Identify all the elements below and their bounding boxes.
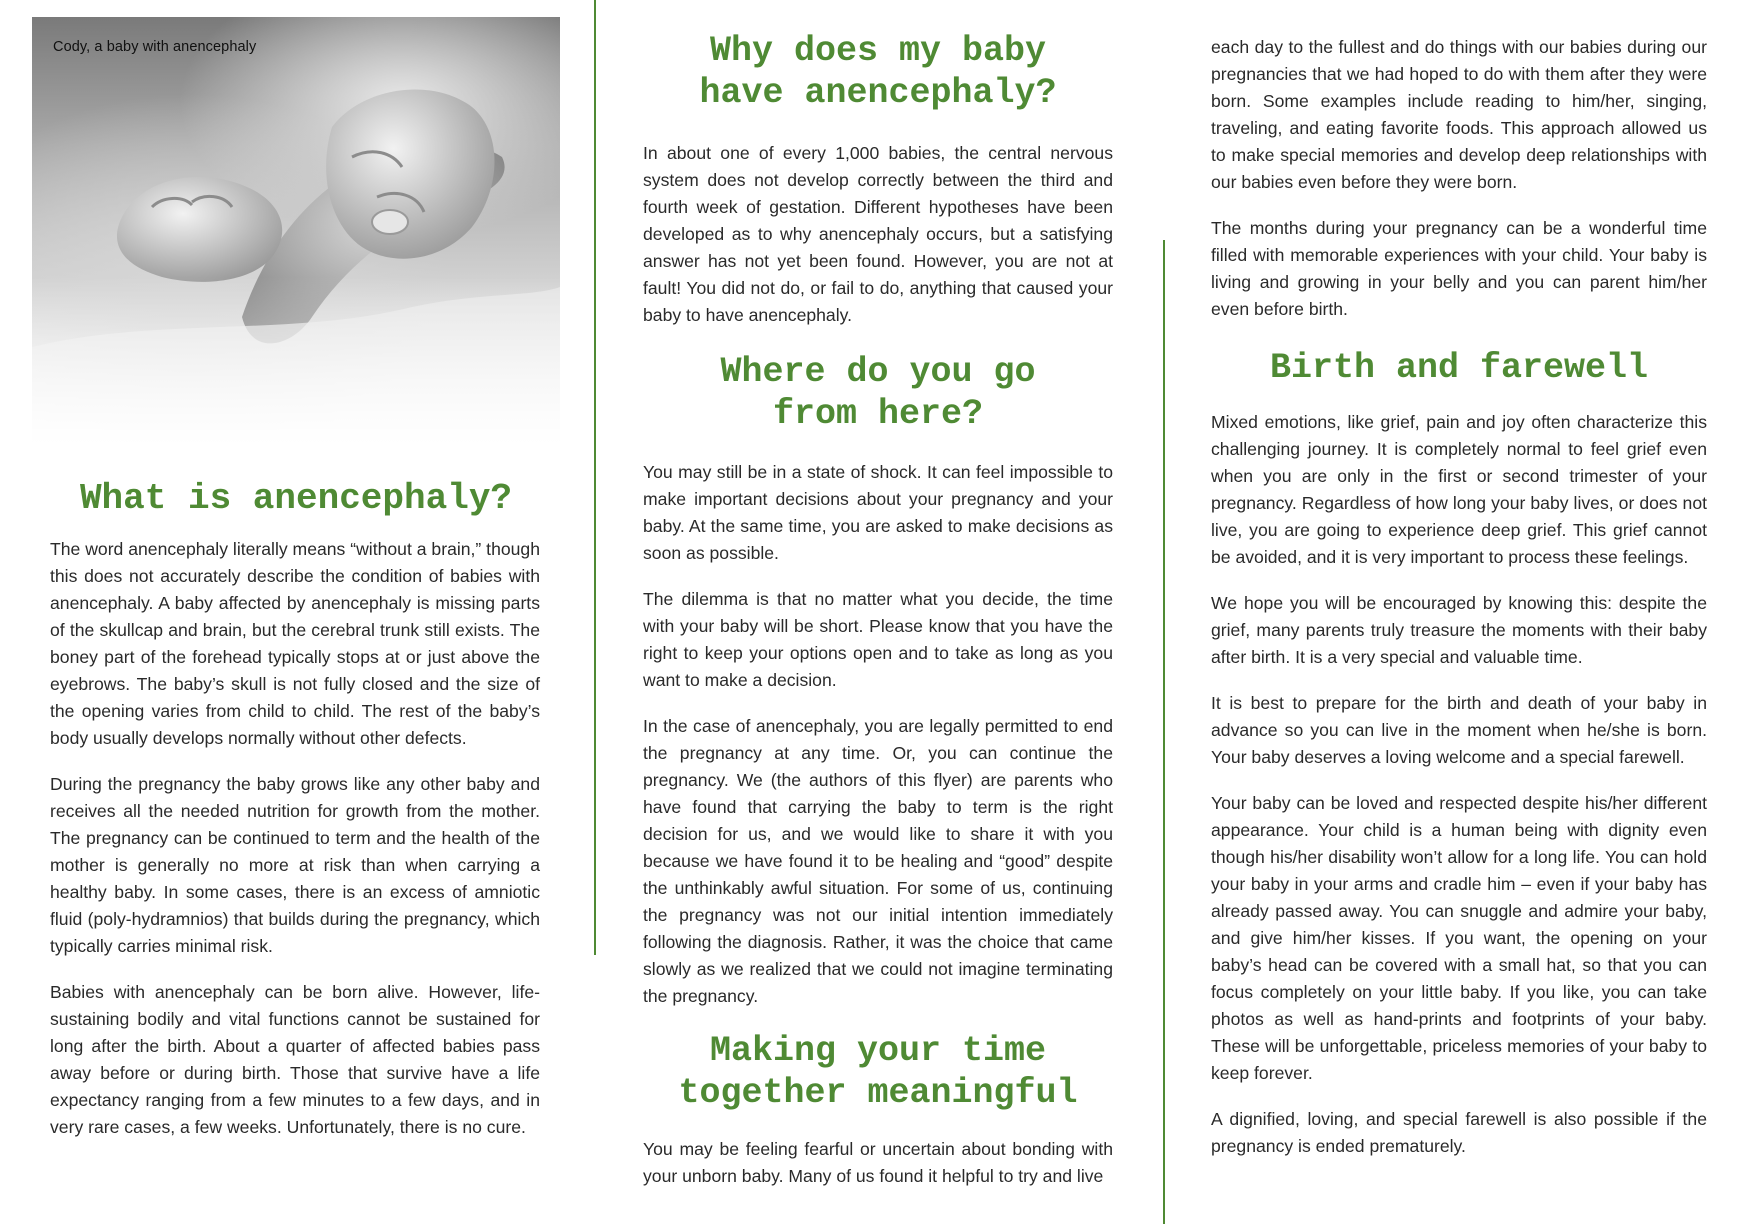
paragraph: The months during your pregnancy can be a wonderful time filled with memorable experiences with your child. Your baby is living and growing in your belly and you can parent him/her even before birth. xyxy=(1211,218,1707,319)
paragraph: You may still be in a state of shock. It can feel impossible to make important decisions about your pregnancy and your baby. At the same time, you are asked to make decisions as soon as possible. xyxy=(643,462,1113,563)
paragraph: Mixed emotions, like grief, pain and joy often characterize this challenging journey. It is completely normal to feel grief even when you are only in the first or second trimester of your pregnancy. Regardless of how long your baby lives, or does not live, you are going to experience deep grief. This grief cannot be avoided, and it is very important to process these feelings. xyxy=(1211,412,1707,567)
paragraph: A dignified, loving, and special farewell is also possible if the pregnancy is ended prematurely. xyxy=(1211,1109,1707,1156)
paragraph: each day to the fullest and do things with our babies during our pregnancies that we had hoped to do with them after they were born. Some examples include reading to him/her, singing, traveling, and eating favorite foods. This approach allowed us to make special memories and develop deep relationships with our babies even before they were born. xyxy=(1211,37,1707,192)
paragraph: It is best to prepare for the birth and death of your baby in advance so you can live in the moment when he/she is born. Your baby deserves a loving welcome and a special farewell. xyxy=(1211,693,1707,767)
column-divider-right xyxy=(1163,240,1165,1224)
paragraph: During the pregnancy the baby grows like any other baby and receives all the needed nutrition for growth from the mother. The pregnancy can be continued to term and the health of the mother is generally no more at risk than when carrying a healthy baby. In some cases, there is an excess of amniotic fluid (poly-hydramnios) that builds during the pregnancy, which typically carries minimal risk. xyxy=(50,774,540,957)
photo-caption: Cody, a baby with anencephaly xyxy=(53,39,257,55)
paragraph: We hope you will be encouraged by knowing this: despite the grief, many parents truly treasure the moments with their baby after birth. It is a very special and valuable time. xyxy=(1211,593,1707,667)
paragraph: The word anencephaly literally means “without a brain,” though this does not accurately describe the condition of babies with anencephaly. A baby affected by anencephaly is missing parts of the skullcap and brain, but the cerebral trunk still exists. The boney part of the forehead typically stops at or just above the eyebrows. The baby’s skull is not fully closed and the size of the opening varies from child to child. The rest of the baby’s body usually develops normally without other defects. xyxy=(50,539,540,749)
paragraph: The dilemma is that no matter what you decide, the time with your baby will be short. Please know that you have the right to keep your options open and to take as long as you want to make a decision. xyxy=(643,589,1113,690)
column-middle xyxy=(643,30,1113,1209)
column-right xyxy=(1211,34,1707,1179)
paragraph: Babies with anencephaly can be born alive. However, life-sustaining bodily and vital functions cannot be sustained for long after the birth. About a quarter of affected babies pass away before or during birth. Those that survive have a life expectancy ranging from a few minutes to a few days, and in very rare cases, a few weeks. Unfortunately, there is no cure. xyxy=(50,982,540,1138)
paragraph: Your baby can be loved and respected despite his/her different appearance. Your child is a human being with dignity even though his/her disability won’t allow for a long life. You can hold your baby in your arms and cradle him – even if your baby has already passed away. You can snuggle and admire your baby, and give him/her kisses. If you want, the opening on your baby’s head can be covered with a small hat, so that you can focus completely on your little baby. If you like, you can take photos as well as hand-prints and footprints of your baby. These will be unforgettable, priceless memories of your baby to keep forever. xyxy=(1211,793,1707,1083)
heading-birth-and-farewell: Birth and farewell xyxy=(1269,348,1649,388)
heading-what-is-anencephaly: What is anencephaly? xyxy=(79,478,513,519)
baby-hands-illustration xyxy=(32,17,560,445)
baby-hands-photo xyxy=(32,17,560,445)
column-divider-left xyxy=(594,0,596,955)
column-left xyxy=(32,0,560,1160)
paragraph: You may be feeling fearful or uncertain about bonding with your unborn baby. Many of us found it helpful to try and live xyxy=(643,1139,1113,1186)
heading-where-do-you-go: Where do you go from here? xyxy=(720,352,1036,434)
paragraph: In about one of every 1,000 babies, the central nervous system does not develop correctly between the third and fourth week of gestation. Different hypotheses have been developed as to why anencephaly occurs, but a satisfying answer has not yet been found. However, you are not at fault! You did not do, or fail to do, anything that caused your baby to have anencephaly. xyxy=(643,143,1113,325)
heading-making-time-meaningful: Making your time together meaningful xyxy=(678,1031,1078,1113)
heading-why-anencephaly: Why does my baby have anencephaly? xyxy=(699,31,1057,113)
paragraph: In the case of anencephaly, you are legally permitted to end the pregnancy at any time. Or, you can continue the pregnancy. We (the authors of this flyer) are parents who have found that carrying the baby to term is the right decision for us, and we would like to share it with you because we have found it to be healing and “good” despite the unthinkably awful situation. For some of us, continuing the pregnancy was not our initial intention immediately following the diagnosis. Rather, it was the choice that came slowly as we realized that we could not imagine terminating the pregnancy. xyxy=(643,716,1113,1006)
